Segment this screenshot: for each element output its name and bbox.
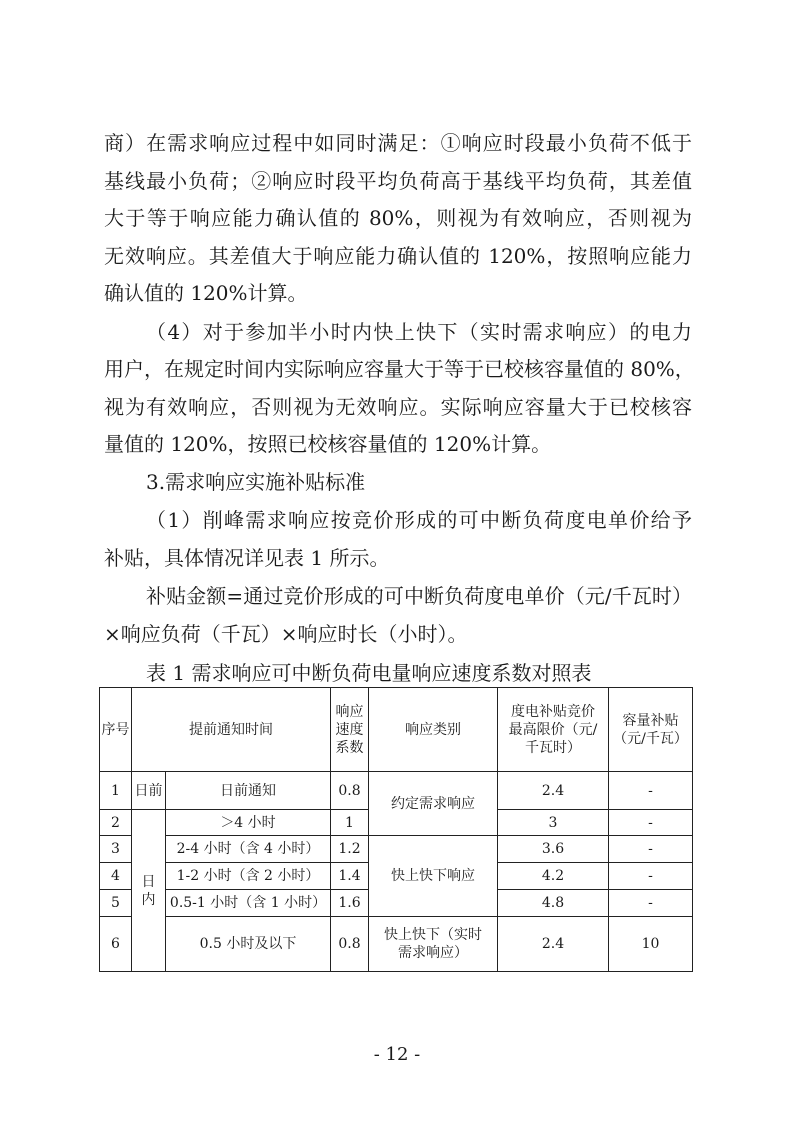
group-day-ahead: 日前 xyxy=(132,772,166,810)
cell-notice: 2-4 小时（含 4 小时） xyxy=(166,836,331,863)
cell-coef: 0.8 xyxy=(331,772,369,810)
header-notice: 提前通知时间 xyxy=(132,688,331,772)
type-contract: 约定需求响应 xyxy=(369,772,498,836)
cell-notice: 0.5 小时及以下 xyxy=(166,917,331,972)
table-row xyxy=(100,772,693,810)
group-intraday: 日内 xyxy=(132,810,166,972)
page-number: - 12 - xyxy=(373,1044,421,1065)
cell-seq: 6 xyxy=(100,917,132,972)
cell-capacity: 10 xyxy=(609,917,693,972)
cell-seq: 5 xyxy=(100,890,132,917)
header-price: 度电补贴竞价最高限价（元/千瓦时） xyxy=(498,688,609,772)
header-type: 响应类别 xyxy=(369,688,498,772)
body-line-12: 补贴，具体情况详见表 1 所示。 xyxy=(104,546,390,570)
response-coefficient-table xyxy=(99,687,693,972)
body-line-9: 量值的 120%，按照已校核容量值的 120%计算。 xyxy=(104,432,552,456)
cell-price: 2.4 xyxy=(498,917,609,972)
table-row xyxy=(100,917,693,972)
cell-capacity: - xyxy=(609,890,693,917)
cell-coef: 1.6 xyxy=(331,890,369,917)
table-header-row xyxy=(100,688,693,772)
cell-price: 3.6 xyxy=(498,836,609,863)
body-line-3: 大于等于响应能力确认值的 80%，则视为有效响应，否则视为 xyxy=(104,206,692,230)
body-line-14: ×响应负荷（千瓦）×响应时长（小时）。 xyxy=(104,622,468,646)
body-line-5: 确认值的 120%计算。 xyxy=(104,281,308,305)
cell-capacity: - xyxy=(609,863,693,890)
header-capacity: 容量补贴（元/千瓦） xyxy=(609,688,693,772)
cell-coef: 1.2 xyxy=(331,836,369,863)
body-line-1: 商）在需求响应过程中如同时满足：①响应时段最小负荷不低于 xyxy=(104,131,692,155)
section-heading: 3.需求响应实施补贴标准 xyxy=(146,470,366,494)
cell-seq: 2 xyxy=(100,810,132,836)
type-fast: 快上快下响应 xyxy=(369,836,498,917)
body-line-8: 视为有效响应，否则视为无效响应。实际响应容量大于已校核容 xyxy=(104,395,692,419)
cell-notice: 1-2 小时（含 2 小时） xyxy=(166,863,331,890)
cell-capacity: - xyxy=(609,836,693,863)
cell-notice: ＞4 小时 xyxy=(166,810,331,836)
cell-coef: 1.4 xyxy=(331,863,369,890)
header-coef: 响应速度系数 xyxy=(331,688,369,772)
cell-notice: 0.5-1 小时（含 1 小时） xyxy=(166,890,331,917)
cell-seq: 4 xyxy=(100,863,132,890)
cell-seq: 3 xyxy=(100,836,132,863)
cell-capacity: - xyxy=(609,810,693,836)
table-caption: 表 1 需求响应可中断负荷电量响应速度系数对照表 xyxy=(146,661,592,685)
body-line-13: 补贴金额=通过竞价形成的可中断负荷度电单价（元/千瓦时） xyxy=(146,584,692,608)
table-row xyxy=(100,836,693,863)
cell-coef: 1 xyxy=(331,810,369,836)
cell-capacity: - xyxy=(609,772,693,810)
cell-seq: 1 xyxy=(100,772,132,810)
header-seq: 序号 xyxy=(100,688,132,772)
cell-price: 4.8 xyxy=(498,890,609,917)
type-realtime: 快上快下（实时需求响应） xyxy=(369,917,498,972)
cell-price: 2.4 xyxy=(498,772,609,810)
cell-price: 3 xyxy=(498,810,609,836)
body-line-11: （1）削峰需求响应按竞价形成的可中断负荷度电单价给予 xyxy=(146,508,692,532)
body-line-6: （4）对于参加半小时内快上快下（实时需求响应）的电力 xyxy=(146,320,692,344)
cell-price: 4.2 xyxy=(498,863,609,890)
body-line-2: 基线最小负荷；②响应时段平均负荷高于基线平均负荷，其差值 xyxy=(104,169,692,193)
body-line-7: 用户，在规定时间内实际响应容量大于等于已校核容量值的 80%， xyxy=(104,357,695,381)
cell-coef: 0.8 xyxy=(331,917,369,972)
cell-notice: 日前通知 xyxy=(166,772,331,810)
body-line-4: 无效响应。其差值大于响应能力确认值的 120%，按照响应能力 xyxy=(104,244,692,268)
